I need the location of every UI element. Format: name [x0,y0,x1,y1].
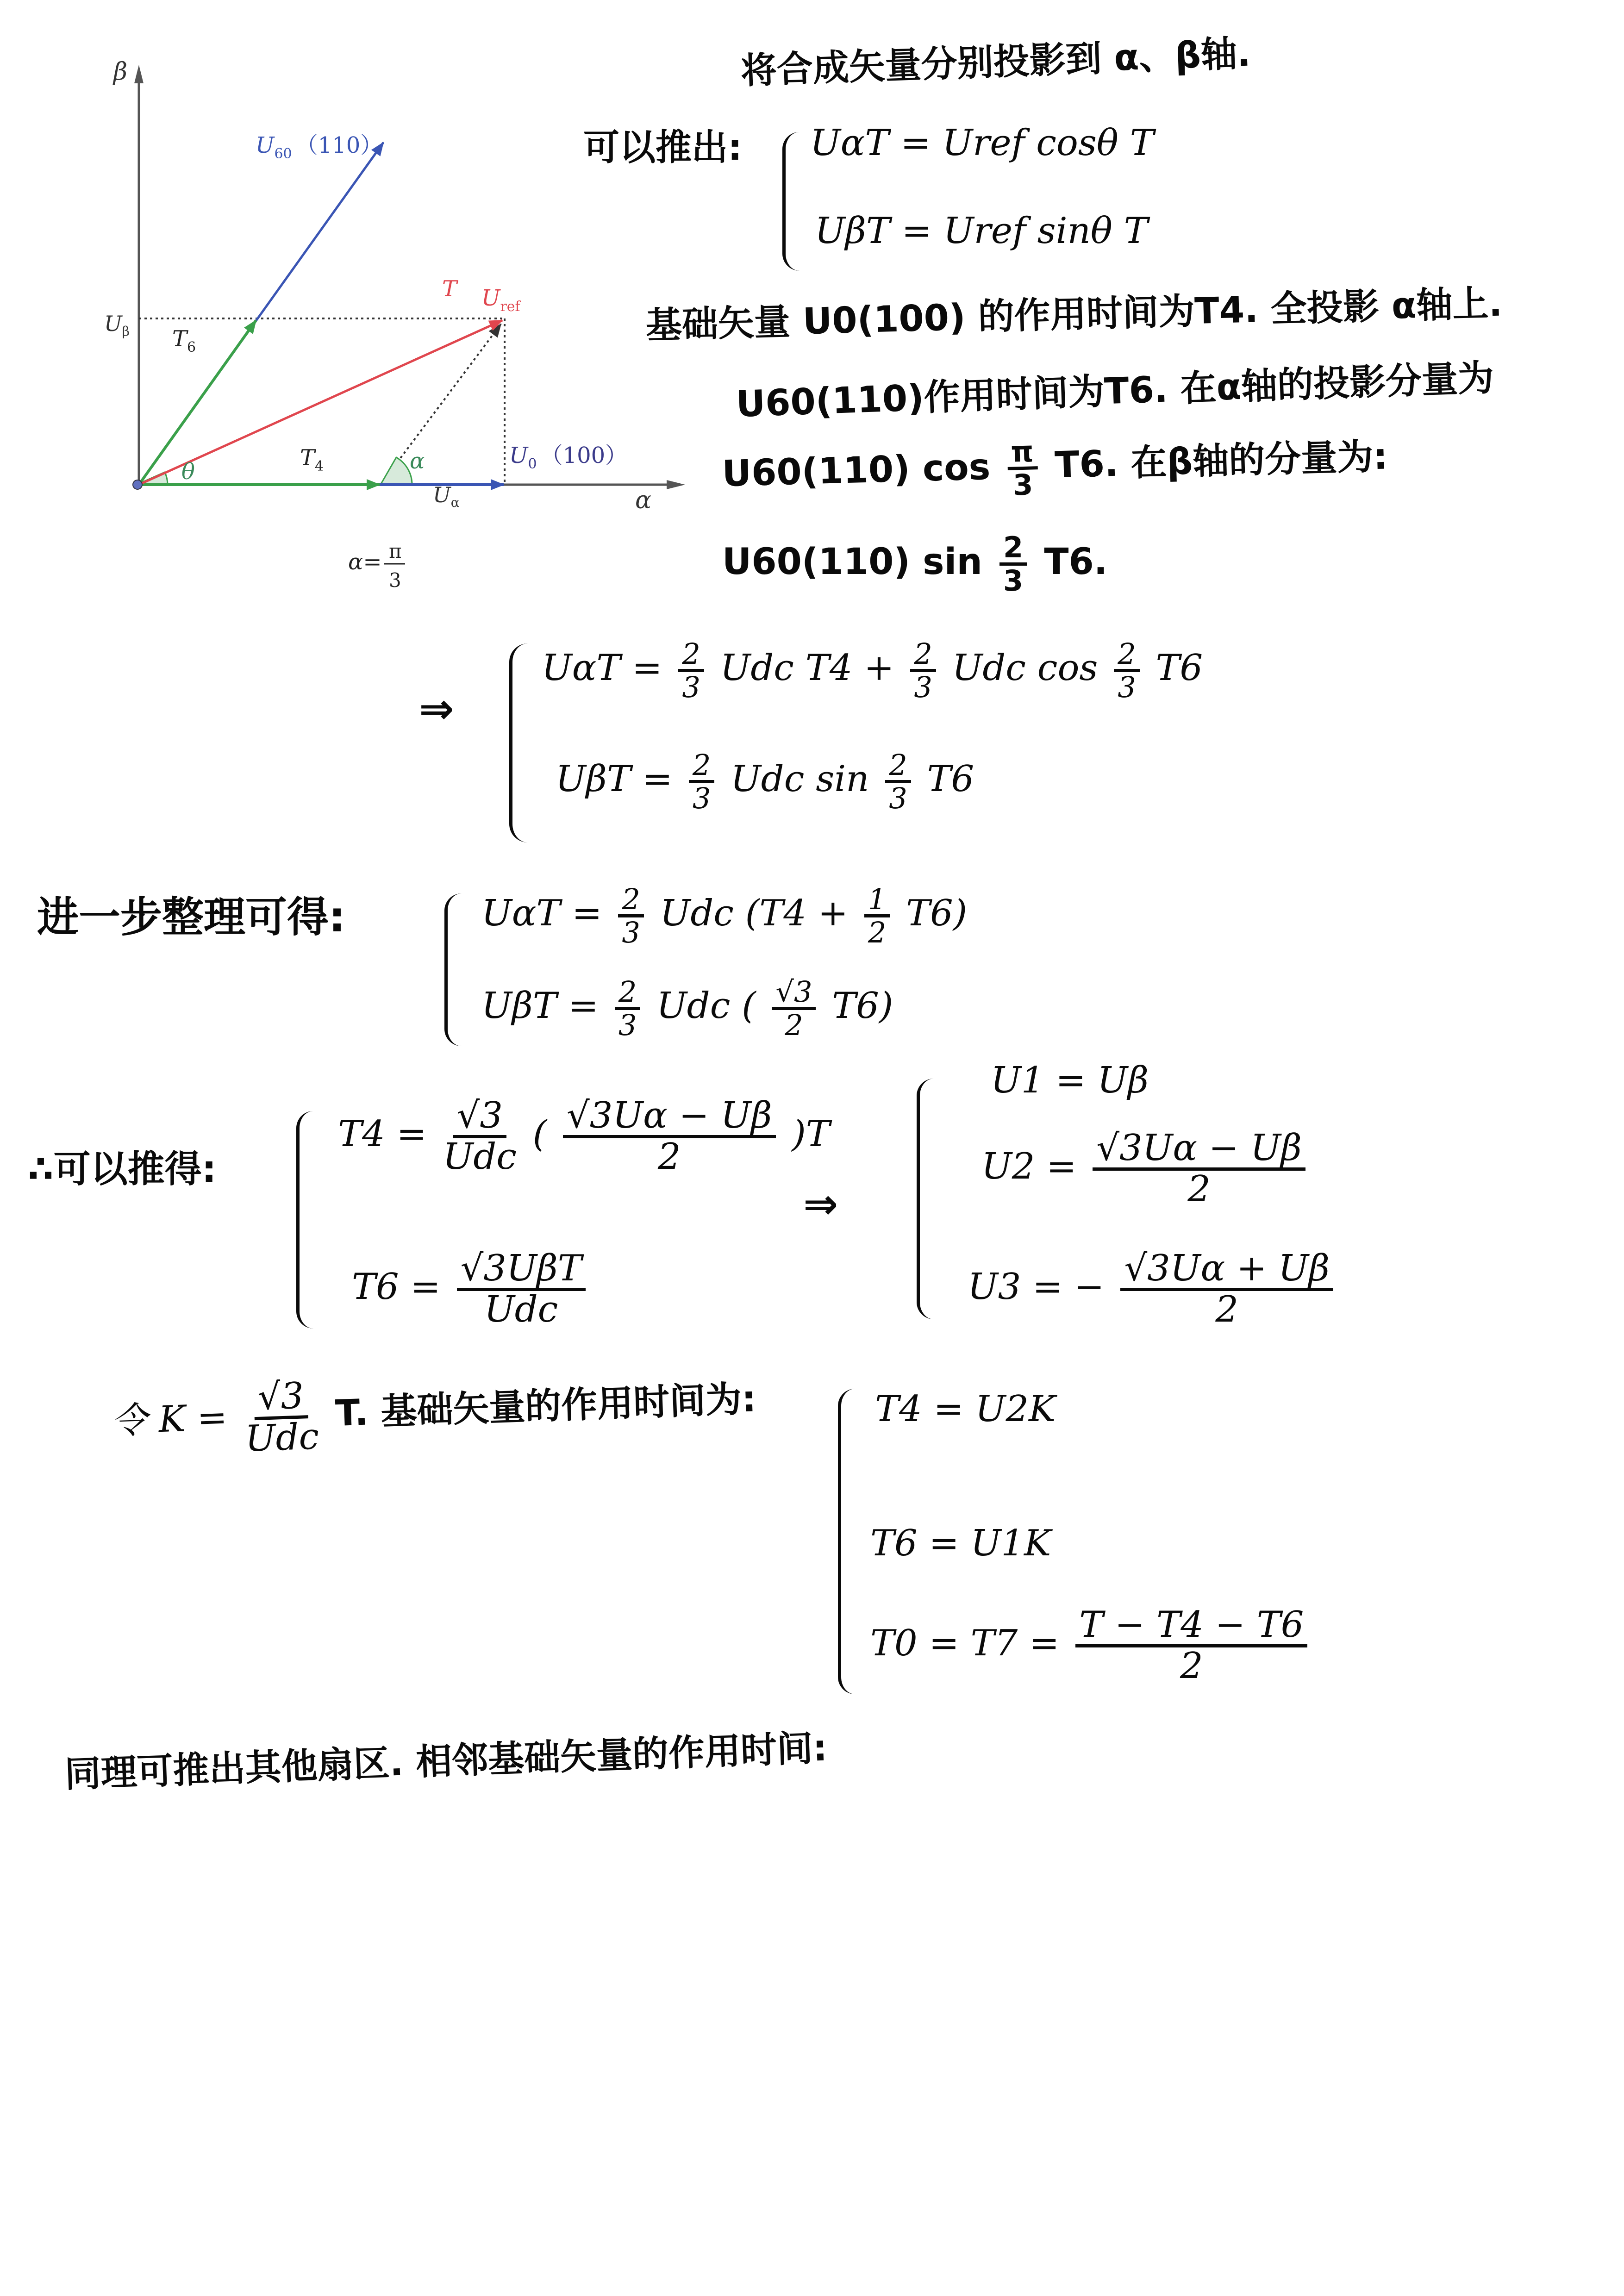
text-fragment: 令 K = [110,1397,228,1442]
alpha-axis-label: α [635,487,652,514]
fraction-u2: $\frac{√3U\alpha - U\beta}{2}$ [1093,1129,1305,1209]
text-fragment: Udc sin [731,758,869,800]
caption-alpha-lhs: α= [348,549,382,575]
fraction-2-3: $\frac{2}{3}$ [999,532,1027,596]
text-fragment: T4 = [338,1113,427,1155]
note-u60-cos-component [721,427,1388,508]
fraction-2-3: $\frac{2}{3}$ [1114,639,1139,702]
eq-result-t0-t7 [870,1606,1312,1685]
fraction-1-2: $\frac{1}{2}$ [864,884,890,948]
text-fragment: Udc (T4 + [660,892,849,935]
note-u0-dwell-t4: 基础矢量 U0(100) 的作用时间为T4. 全投影 α轴上. [645,282,1503,347]
eq2-u-beta-t [556,748,974,816]
text-fragment: Udc cos [952,647,1098,689]
eq-t4 [338,1097,830,1176]
brace-1 [782,132,800,271]
note-project-to-axes: 将合成矢量分别投影到 α、β轴. [740,32,1252,92]
text-fragment: T6. [1044,541,1108,583]
brace-6 [838,1389,855,1694]
beta-axis-arrow-icon [134,65,144,83]
fraction-2-3: $\frac{2}{3}$ [678,639,704,702]
text-fragment: T6 = [352,1266,441,1308]
beta-axis-label: β [113,58,128,86]
fraction-t0: $\frac{T - T4 - T6}{2}$ [1075,1606,1307,1685]
fraction-2-3: $\frac{2}{3}$ [689,750,714,813]
brace-3 [444,893,462,1046]
eq-u2 [981,1129,1310,1209]
eq3-u-alpha-t [481,884,967,948]
text-fragment: T6) [906,892,968,935]
text-fragment: U3 = − [968,1266,1105,1308]
eq2-u-alpha-t [542,637,1203,705]
fraction-2-3: $\frac{2}{3}$ [615,977,640,1040]
text-fragment: U60(110) sin [722,541,982,583]
eq-result-t4: T4 = U2K [875,1388,1056,1430]
note-further-simplify: 进一步整理可得: [37,893,345,942]
text-fragment: UβT = [556,758,673,800]
text-fragment: T6 [1156,647,1203,689]
text-fragment: )T [792,1113,830,1155]
origin-point [133,480,142,489]
note-let-k [110,1361,757,1463]
note-therefore-derive: ∴可以推得: [28,1148,217,1191]
eq-u-alpha-t: UαT = Uref cosθ T [810,122,1154,164]
text-fragment: UαT = [542,647,662,689]
theta-label: θ [181,459,195,485]
fraction-u3: $\frac{√3U\alpha + U\beta}{2}$ [1120,1250,1333,1329]
text-fragment: ( [532,1113,547,1155]
brace-5 [917,1079,934,1319]
text-fragment: U60(110) cos [721,446,991,495]
text-fragment: T0 = T7 = [870,1622,1060,1664]
implies-arrow-1: ⇒ [419,685,454,733]
u-beta-label: $U_\beta$ [104,311,130,339]
text-fragment: Udc ( [656,985,756,1027]
alpha-angle-label: α [410,448,425,474]
fraction-2-3: $\frac{2}{3}$ [910,639,936,702]
text-fragment: T. 基础矢量的作用时间为: [334,1378,757,1435]
u0-label: $U_0$ （100） [509,443,628,472]
note-derive-label: 可以推出: [583,127,743,168]
fraction-sqrt3-udc: $\frac{√3}{\text{Udc}}$ [443,1095,517,1178]
brace-2 [509,643,528,842]
eq-t6 [352,1250,590,1329]
fraction-sqrt3-2: $\frac{√3}{2}$ [772,977,816,1040]
fraction-pi-3: $\frac{\pi}{3}$ [1007,436,1039,500]
uref-label: $U_{ref}$ [481,285,520,315]
alpha-angle-arc [381,457,412,485]
text-fragment: T6 [927,758,974,800]
u-alpha-label: $U_\alpha$ [433,482,460,510]
t6-vector [139,320,256,485]
note-other-sectors: 同理可推出其他扇区. 相邻基础矢量的作用时间: [64,1727,828,1796]
text-fragment: UβT = [481,985,599,1027]
text-fragment: UαT = [481,892,602,935]
fraction-k: $\frac{√3}{\text{Udc}}$ [244,1375,320,1460]
text-fragment: U2 = [981,1145,1077,1187]
note-u60-dwell-t6: U60(110)作用时间为T6. 在α轴的投影分量为 [735,357,1495,425]
t-label: T [442,276,457,302]
u60-label: $U_{60}$ （110） [256,132,383,162]
implies-arrow-2: ⇒ [803,1180,838,1229]
text-fragment: T6) [832,985,893,1027]
caption-three: 3 [389,569,401,592]
fraction-t6: $\frac{\text{√3UβT}}{\text{Udc}}$ [457,1250,586,1329]
eq-u1: U1 = Uβ [991,1060,1149,1101]
eq-u-beta-t: UβT = Uref sinθ T [815,210,1148,252]
text-fragment: T6. 在β轴的分量为: [1054,436,1388,487]
note-u60-sin-component [722,532,1107,596]
fraction-2-3: $\frac{2}{3}$ [618,884,643,948]
fraction-2-3: $\frac{2}{3}$ [885,750,911,813]
text-fragment: Udc T4 + [720,647,894,689]
brace-4 [296,1111,313,1329]
svpwm-vector-diagram [0,0,722,620]
t6-label: $T_6$ [172,326,196,356]
alpha-axis-arrow-icon [667,480,685,489]
eq-result-t6: T6 = U1K [870,1522,1051,1564]
caption-pi: π [389,540,402,562]
eq3-u-beta-t [481,977,893,1040]
eq-u3 [968,1250,1338,1329]
fraction-t4-inner: $\frac{√3U\alpha - U\beta}{2}$ [563,1097,776,1176]
t4-label: $T_4$ [300,445,324,474]
